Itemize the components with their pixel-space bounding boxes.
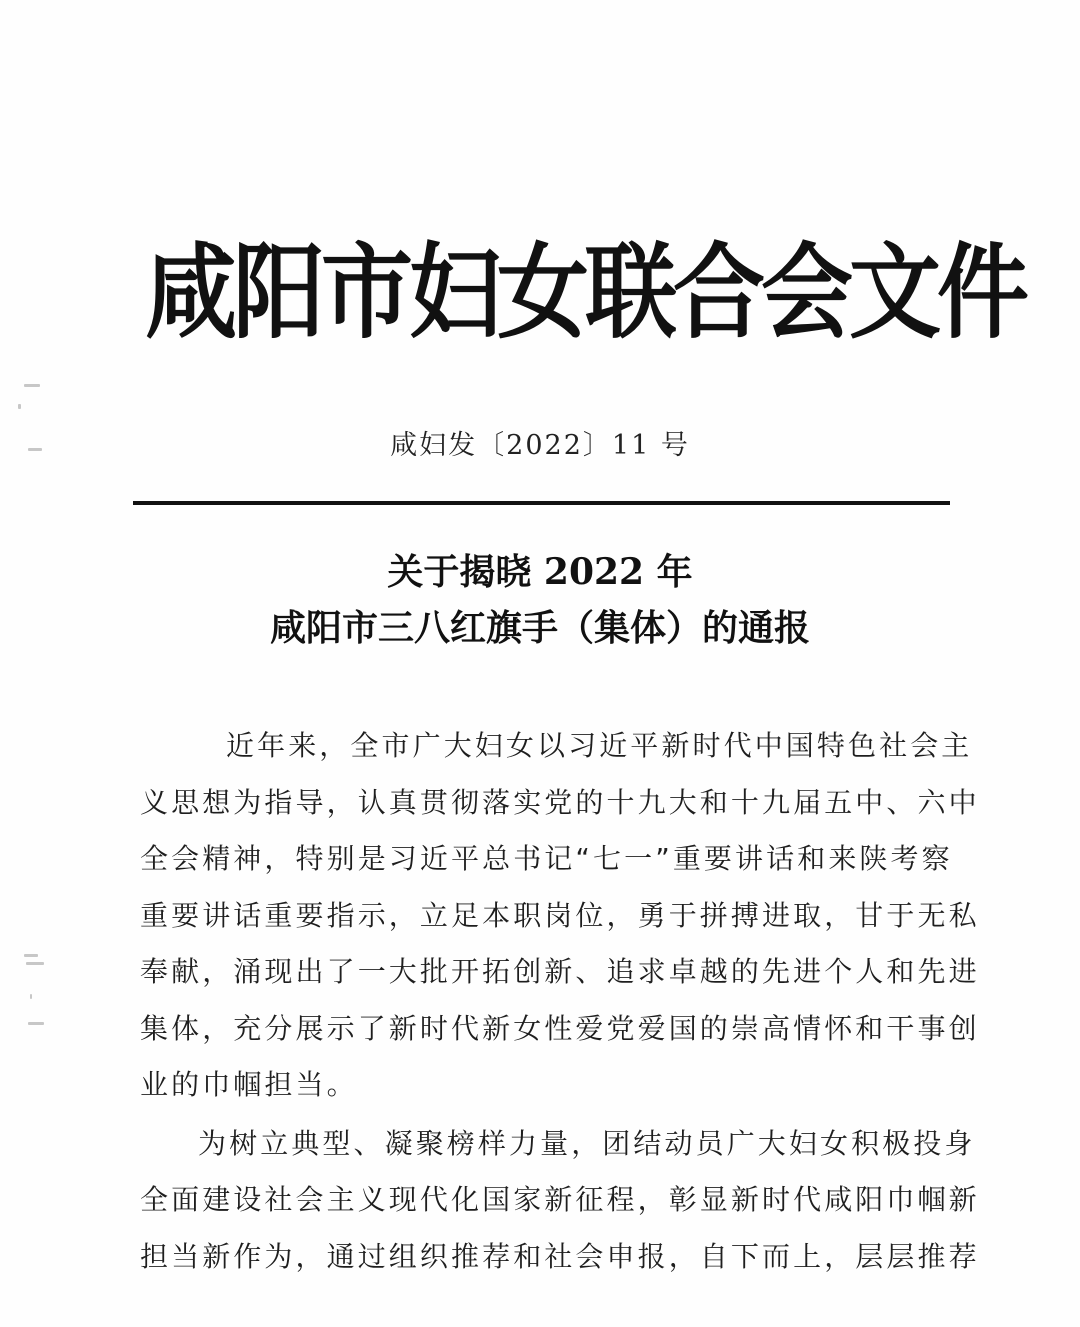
document-title — [0, 544, 1080, 656]
document-number: 咸妇发〔2022〕11 号 — [390, 430, 690, 461]
body-line: 近年来，全市广大妇女以习近平新时代中国特色社会主 — [226, 729, 973, 762]
body-line: 担当新作为，通过组织推荐和社会申报，自下而上，层层推荐 — [140, 1239, 980, 1273]
header-divider — [133, 501, 950, 505]
scan-speck — [28, 1022, 44, 1025]
masthead-char: 妇 — [409, 231, 502, 353]
document-body — [140, 718, 980, 1285]
paragraph-1 — [140, 718, 980, 1114]
title-line-2: 咸阳市三八红旗手（集体）的通报 — [269, 607, 810, 649]
scan-speck — [24, 384, 40, 387]
body-line: 全面建设社会主义现代化国家新征程，彰显新时代咸阳巾帼新 — [140, 1183, 980, 1216]
masthead-char: 阳 — [233, 231, 326, 353]
masthead-char: 咸 — [145, 231, 238, 353]
masthead-char: 件 — [937, 231, 1030, 353]
scan-speck — [30, 994, 32, 999]
masthead-char: 合 — [673, 231, 766, 353]
masthead-title — [145, 225, 1030, 359]
body-line: 义思想为指导，认真贯彻落实党的十九大和十九届五中、六中 — [140, 785, 980, 819]
title-line-1: 关于揭晓 2022 年 — [387, 551, 693, 593]
masthead-char: 市 — [321, 231, 414, 353]
body-line: 重要讲话重要指示，立足本职岗位，勇于拼搏进取，甘于无私 — [140, 898, 980, 932]
body-line: 业的巾帼担当。 — [140, 1068, 358, 1101]
scan-speck — [18, 404, 21, 409]
masthead-char: 联 — [585, 231, 678, 353]
masthead-char: 文 — [849, 231, 942, 353]
scan-speck — [24, 954, 38, 957]
body-line: 集体，充分展示了新时代新女性爱党爱国的崇高情怀和干事创 — [140, 1011, 980, 1045]
scan-speck — [26, 962, 44, 965]
paragraph-2 — [140, 1116, 980, 1286]
masthead-char: 会 — [761, 231, 854, 353]
body-line: 全会精神，特别是习近平总书记“七一”重要讲话和来陕考察 — [140, 842, 953, 875]
body-line: 为树立典型、凝聚榜样力量，团结动员广大妇女积极投身 — [198, 1126, 976, 1160]
masthead-char: 女 — [497, 231, 590, 353]
body-line: 奉献，涌现出了一大批开拓创新、追求卓越的先进个人和先进 — [140, 955, 980, 988]
